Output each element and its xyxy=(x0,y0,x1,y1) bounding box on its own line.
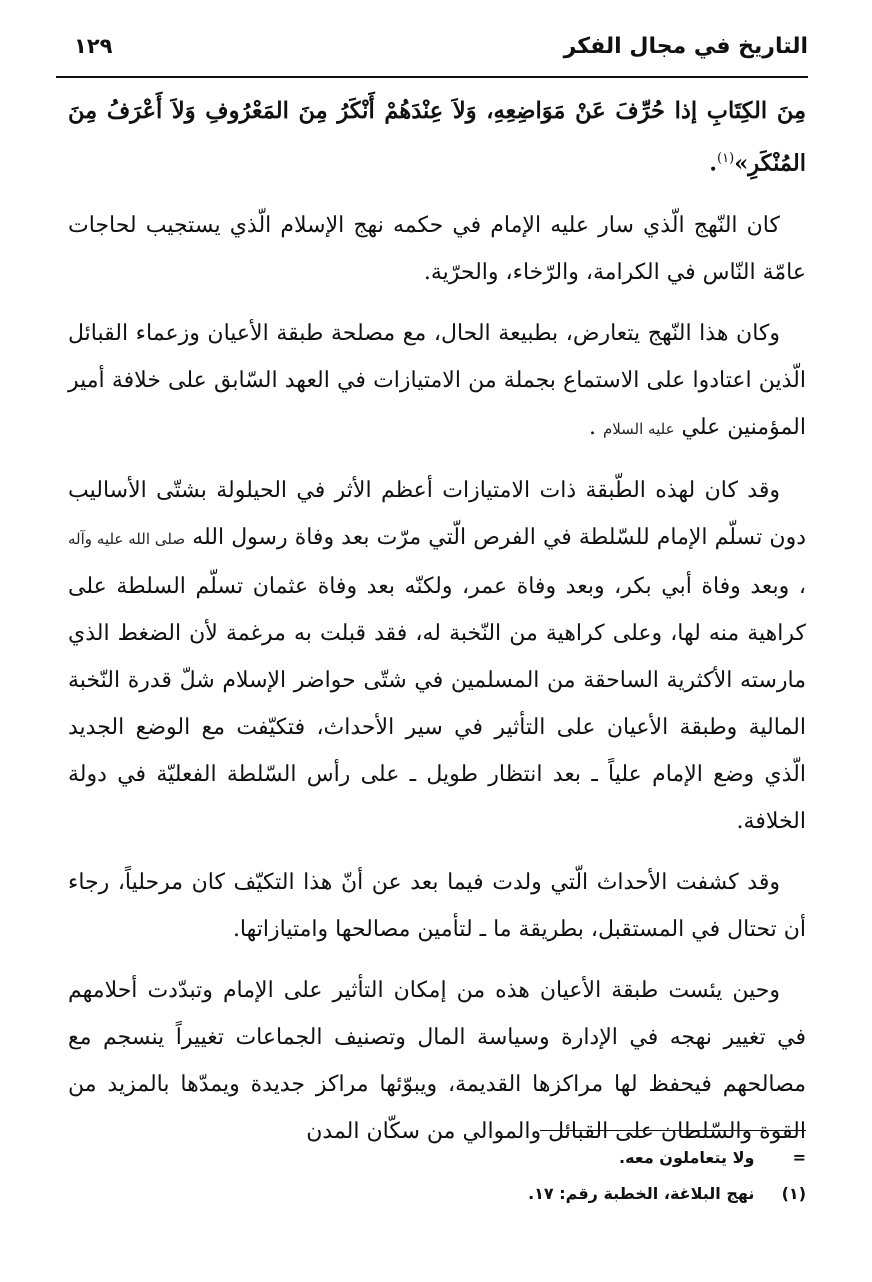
footnote-marker: (١) xyxy=(781,1184,806,1203)
footnote-text: نهج البلاغة، الخطبة رقم: ١٧. xyxy=(528,1184,755,1203)
paragraph-3 xyxy=(68,467,806,845)
paragraph-2-end: . xyxy=(588,414,603,440)
paragraph-1 xyxy=(68,202,806,296)
quote-paragraph xyxy=(68,88,806,188)
quote-text: مِنَ الكِتَابِ إذا حُرِّفَ عَنْ مَوَاضِعِهِ، وَلاَ عِنْدَهُمْ أَنْكَرُ مِنَ المَعْرُوفِ وَلاَ أَعْرَفُ مِنَ المُنْكَرِ» xyxy=(68,98,806,177)
footnote-continuation xyxy=(100,1140,806,1176)
quote-end: . xyxy=(709,150,718,177)
header-rule xyxy=(56,76,808,78)
footnote-text: ولا يتعاملون معه. xyxy=(619,1148,755,1167)
page-header xyxy=(56,28,808,74)
footnotes xyxy=(100,1140,806,1212)
honorific-glyph: عليه السلام xyxy=(602,419,675,438)
paragraph-5 xyxy=(68,967,806,1155)
footnote-1 xyxy=(100,1176,806,1212)
body-text xyxy=(68,88,806,1169)
paragraph-2-text: وكان هذا النّهج يتعارض، بطبيعة الحال، مع مصلحة طبقة الأعيان وزعماء القبائل الّذين اعتادوا على الاستماع بجملة من الامتيازات في العهد السّابق على خلافة أمير المؤمنين علي xyxy=(68,320,806,440)
page-number: ١٢٩ xyxy=(74,34,113,58)
paragraph-4-text: وقد كشفت الأحداث الّتي ولدت فيما بعد عن أنّ هذا التكيّف كان مرحلياً، رجاء أن تحتال في المستقبل، بطريقة ما ـ لتأمين مصالحها وامتيازاتها. xyxy=(68,869,806,942)
footnote-marker: = xyxy=(792,1148,806,1167)
paragraph-1-text: كان النّهج الّذي سار عليه الإمام في حكمه نهج الإسلام الّذي يستجيب لحاجات عامّة النّاس في الكرامة، والرّخاء، والحرّية. xyxy=(68,212,806,285)
running-title: التاريخ في مجال الفكر xyxy=(563,34,808,59)
paragraph-4 xyxy=(68,859,806,953)
footnote-reference: (١) xyxy=(717,151,735,166)
paragraph-2 xyxy=(68,310,806,453)
paragraph-3-text-end: ، وبعد وفاة أبي بكر، وبعد وفاة عمر، ولكنّه بعد وفاة عثمان تسلّم السلطة على كراهية منه لها، وعلى كراهية من النّخبة له، فقد قبلت به مرغمة لأن الضغط الذي مارسته الأكثرية الساحقة من المسلمين في شتّى حواضر الإسلام شلّ قدرة النّخبة المالية وطبقة الأعيان على التأثير في سير الأحداث، فتكيّفت مع الوضع الجديد الّذي وضع الإمام علياً ـ بعد انتظار طويل ـ على رأس السّلطة الفعليّة في دولة الخلافة. xyxy=(68,573,806,834)
honorific-glyph: صلى الله عليه وآله xyxy=(68,529,186,548)
paragraph-5-text: وحين يئست طبقة الأعيان هذه من إمكان التأثير على الإمام وتبدّدت أحلامهم في تغيير نهجه في الإدارة وسياسة المال وتصنيف الجماعات تغييراً ينسجم مع مصالحهم فيحفظ لها مراكزها القديمة، ويبوّئها مراكز جديدة ويمدّها بالمزيد من القوة والسّلطان على القبائل والموالي من سكّان المدن xyxy=(68,977,806,1144)
paragraph-3-text-start: وقد كان لهذه الطّبقة ذات الامتيازات أعظم الأثر في الحيلولة بشتّى الأساليب دون تسلّم الإمام للسّلطة في الفرص الّتي مرّت بعد وفاة رسول الله xyxy=(68,477,806,550)
footnote-rule xyxy=(540,1130,806,1131)
